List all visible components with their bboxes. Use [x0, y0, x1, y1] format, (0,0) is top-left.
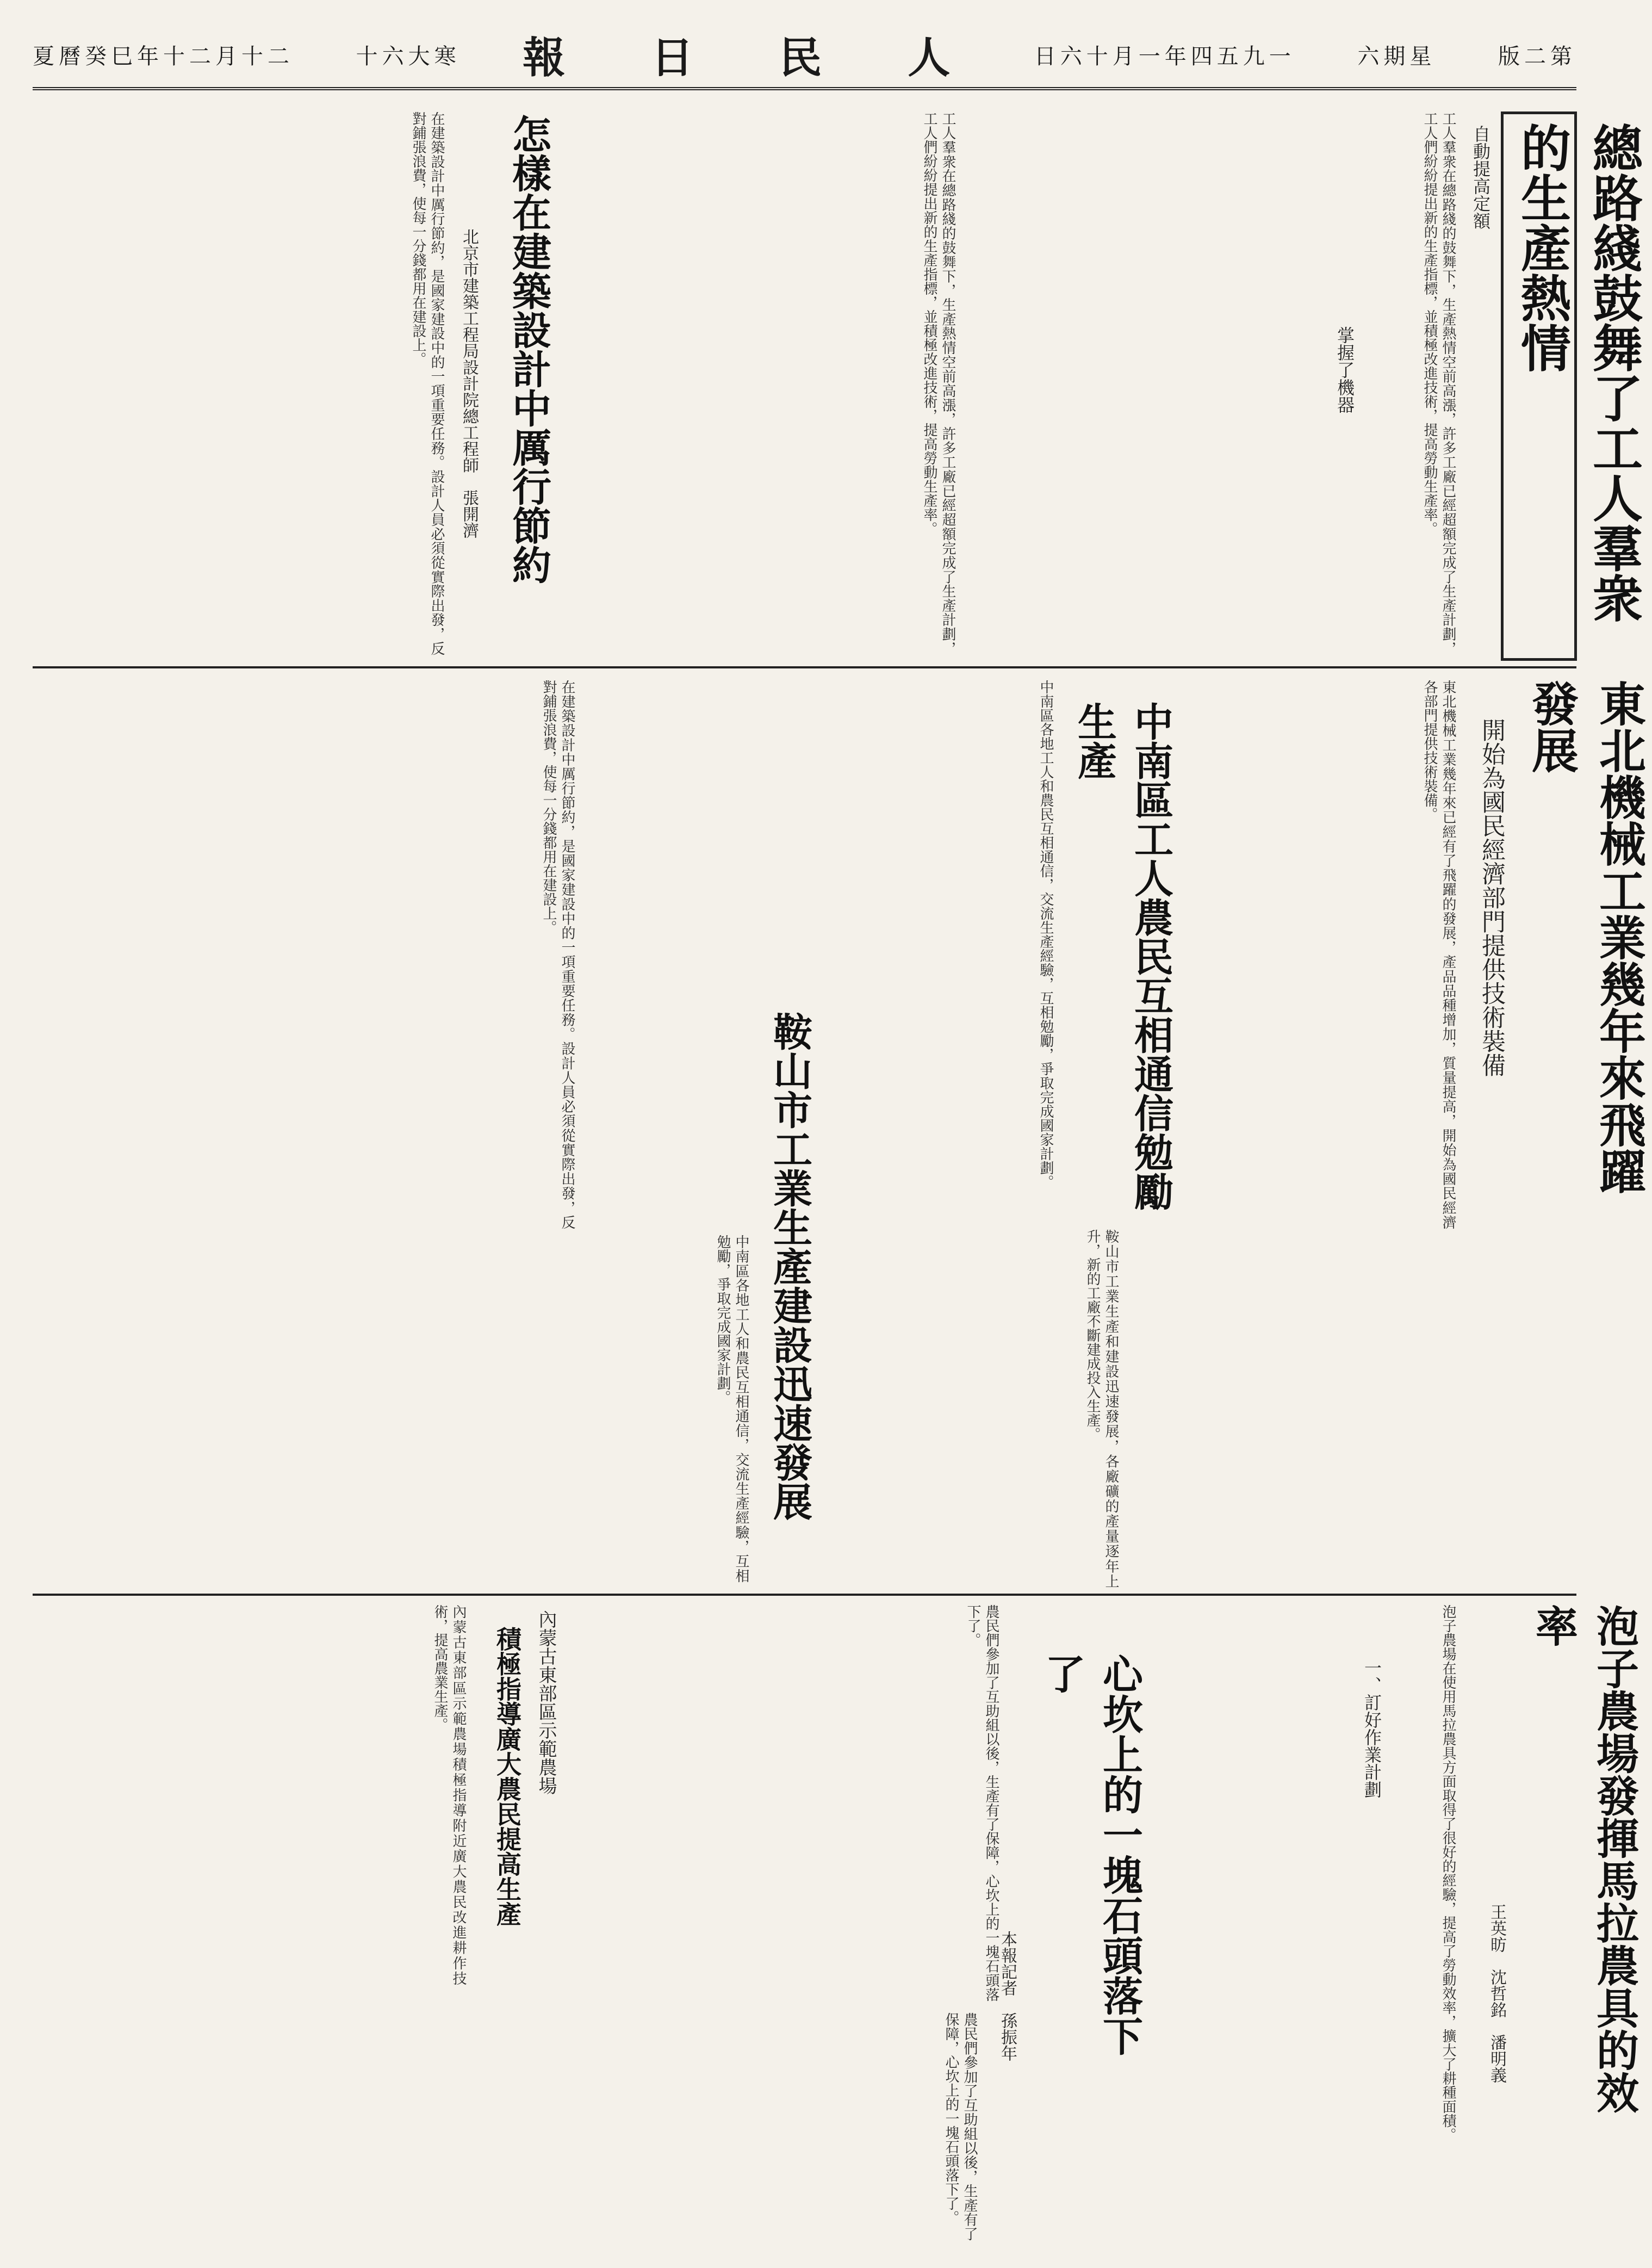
masthead	[33, 22, 1576, 90]
central-south-headline: 中南區工人農民互相通信勉勵生產	[1071, 702, 1174, 1211]
section-rule-2	[33, 1594, 1576, 1596]
paozi-headline: 泡子農場發揮馬拉農具的效率	[1529, 1604, 1639, 2114]
masthead-lunar: 夏曆癸巳年十二月十二	[33, 44, 294, 69]
left-middle-body: 在建築設計中厲行節約，是國家建設中的一項重要任務。設計人員必須從實際出發，反對鋪張浪費，使每一分錢都用在建設上。	[541, 680, 575, 1229]
left-lower-body: 中南區各地工人和農民互相通信，交流生產經驗，互相勉勵，爭取完成國家計劃。	[715, 1235, 749, 1583]
top-right-body: 工人羣衆在總路綫的鼓舞下，生產熱情空前高漲，許多工廠已經超額完成了生產計劃，工人們紛紛提出新的生產指標，並積極改進技術，提高勞動生產率。	[1421, 111, 1456, 655]
northeast-subhead: 開始為國民經濟部門提供技術裝備	[1477, 718, 1505, 1077]
anshan-headline: 鞍山市工業生產建設迅速發展	[767, 1012, 813, 1521]
building-design-byline: 北京市建築工程局設計院總工程師 張開濟	[459, 228, 479, 538]
building-design-headline: 怎樣在建築設計中厲行節約	[506, 114, 552, 584]
northeast-headline: 東北機械工業幾年來飛躍發展	[1524, 680, 1646, 1194]
inner-mongolia-body: 內蒙古東部區示範農場積極指導附近廣大農民改進耕作技術，提高農業生產。	[432, 1604, 467, 1985]
masthead-page-number: 版二第	[1498, 44, 1576, 69]
stone-byline: 本報記者 孫振年	[998, 1931, 1017, 2061]
inner-mongolia-headline: 積極指導廣大農民提高生產	[493, 1626, 522, 1926]
central-south-body: 中南區各地工人和農民互相通信，交流生產經驗，互相勉勵，爭取完成國家計劃。	[1038, 680, 1054, 1189]
paozi-section-1: 一、訂好作業計劃	[1362, 1659, 1382, 1798]
stone-body-2: 農民們參加了互助組以後，生產有了保障，心坎上的一塊石頭落下了。	[965, 1604, 999, 2001]
paozi-body: 泡子農場在使用馬拉農具方面取得了很好的經驗，提高了勞動效率，擴大了耕種面積。	[1440, 1604, 1456, 2142]
inner-mongolia-subhead: 內蒙古東部區示範農場	[535, 1610, 557, 1795]
top-right-headline: 總路綫鼓舞了工人羣衆的生產熱情	[1513, 122, 1643, 623]
column-body-1: 工人羣衆在總路綫的鼓舞下，生產熱情空前高漲，許多工廠已經超額完成了生產計劃，工人們紛紛提出新的生產指標，並積極改進技術，提高勞動生產率。	[921, 111, 956, 655]
paozi-authors: 王英昉 沈哲銘 潘明義	[1487, 1904, 1506, 2083]
masthead-date: 日六十月一年四五九一	[1034, 44, 1295, 69]
top-right-subhead: 自動提高定額	[1470, 125, 1491, 230]
top-right-subhead-2: 掌握了機器	[1334, 326, 1355, 413]
masthead-issue: 十六大寒	[356, 44, 461, 69]
masthead-paper-name: 報 日 民 人	[523, 33, 972, 83]
northeast-body: 東北機械工業幾年來已經有了飛躍的發展，產品品種增加，質量提高，開始為國民經濟各部門提供技術裝備。	[1421, 680, 1456, 1229]
anshan-body: 鞍山市工業生產和建設迅速發展，各廠礦的產量逐年上升，新的工廠不斷建成投入生產。	[1084, 1229, 1119, 1588]
stone-headline: 心坎上的一塊石頭落下了	[1039, 1653, 1143, 2056]
section-rule-1	[33, 666, 1576, 668]
stone-body: 農民們參加了互助組以後，生產有了保障，心坎上的一塊石頭落下了。	[943, 2012, 978, 2241]
masthead-weekday: 六期星	[1357, 44, 1436, 69]
building-design-body: 在建築設計中厲行節約，是國家建設中的一項重要任務。設計人員必須從實際出發，反對鋪張浪費，使每一分錢都用在建設上。	[410, 111, 445, 655]
